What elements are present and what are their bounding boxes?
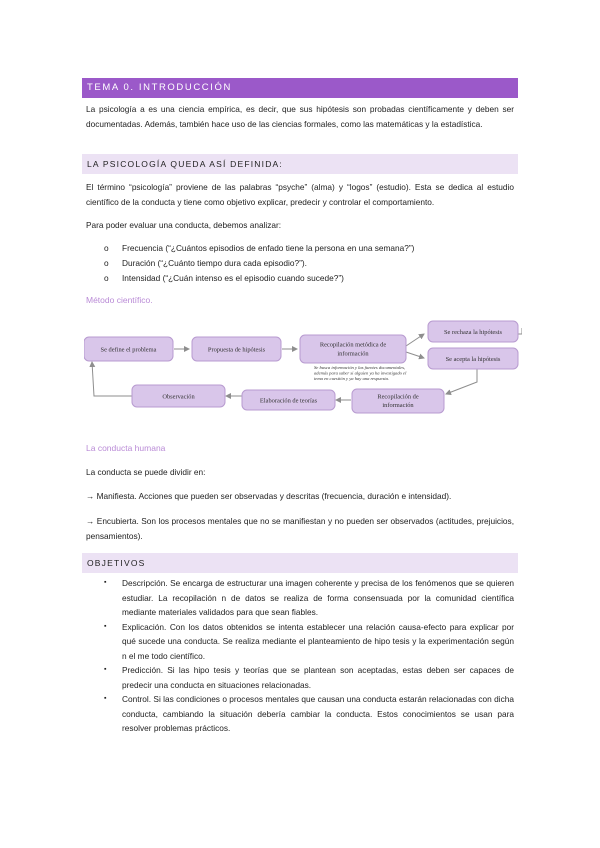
node-accept-hypothesis <box>428 348 518 369</box>
svg-text:información: información <box>337 350 369 358</box>
conducta-intro: La conducta se puede dividir en: <box>86 467 206 477</box>
svg-text:Recopilación de: Recopilación de <box>377 393 419 401</box>
diagram-note-line: además para saber si alguien ya ha investigado el <box>314 370 407 376</box>
conducta-heading: La conducta humana <box>86 443 166 453</box>
flow-arrow <box>518 328 522 334</box>
node-hypothesis <box>192 337 281 361</box>
svg-text:Recopilación metódica de: Recopilación metódica de <box>319 341 387 349</box>
bullet-marker: o <box>104 243 109 253</box>
svg-text:Propuesta de hipótesis: Propuesta de hipótesis <box>207 346 266 354</box>
svg-text:Elaboración de teorías: Elaboración de teorías <box>259 397 318 405</box>
svg-text:Observación: Observación <box>162 393 195 401</box>
list-item: ▪ Control. Si las condiciones o procesos mentales que causan una conducta estarán relacionadas con dicha conducta, cambiando la situación debería cambiar la conducta. Estos conocimientos se usan para resolver problemas prácticos. <box>104 694 514 733</box>
node-information-collection <box>352 389 444 413</box>
arrow-marker: → <box>86 491 95 501</box>
list-item: ▪ Explicación. Con los datos obtenidos se intenta establecer una relación causa-efecto para explicar por qué sucede una conducta. Se realiza mediante el planteamiento de hipo tesis y la experimentación según n el me todo científico. <box>104 621 514 661</box>
flow-arrow <box>406 352 424 358</box>
svg-text:Se rechaza la hipótesis: Se rechaza la hipótesis <box>443 329 503 336</box>
diagram-note-line: Se busca información y las fuentes documentales, <box>314 365 406 370</box>
node-methodical-collection <box>300 335 406 363</box>
flow-arrow <box>92 362 132 396</box>
topic-banner: TEMA 0. INTRODUCCIÓN <box>82 78 518 98</box>
diagram-note-line: tema en cuestión y ya hay una respuesta. <box>314 376 390 381</box>
list-item: o Duración (“¿Cuánto tiempo dura cada episodio?”). <box>104 256 514 271</box>
list-item: o Intensidad (“¿Cuán intenso es el episodio cuando sucede?”) <box>104 271 514 286</box>
scientific-method-diagram <box>84 318 522 418</box>
svg-text:Se define el problema: Se define el problema <box>100 346 157 354</box>
encubierta-paragraph: → Encubierta. Son los procesos mentales que no se manifiestan y no pueden ser observados (actitudes, prejuicios, pensamientos). <box>86 516 514 541</box>
intro-paragraph: La psicología a es una ciencia empírica, es decir, que sus hipótesis son probadas científicamente y deben ser documentadas. Además, también hace uso de las ciencias formales, como las matemáticas y la estadística. <box>86 104 514 129</box>
list-item: ▪ Predicción. Si las hipo tesis y teorías que se plantean son aceptadas, estas deben ser capaces de predecir una conducta en situaciones relacionadas. <box>104 665 514 690</box>
bullet-marker: o <box>104 258 109 268</box>
svg-text:Se acepta la hipótesis: Se acepta la hipótesis <box>445 356 501 363</box>
list-item: ▪ Descripción. Se encarga de estructurar una imagen coherente y precisa de los fenómenos que se quieren estudiar. La recopilación n de datos se realiza de forma consensuada por la comunidad científica mediante materiales validados para que sean fiables. <box>104 578 514 617</box>
section-definition-header: LA PSICOLOGÍA QUEDA ASÍ DEFINIDA: <box>82 154 518 174</box>
section-objectives-header: OBJETIVOS <box>82 553 518 573</box>
node-define-problem <box>84 337 173 361</box>
definition-paragraph: El término “psicología” proviene de las palabras “psyche” (alma) y “logos” (estudio). Esta se dedica al estudio científico de la conducta y tiene como objetivo explicar, predecir y controlar el comportamiento. <box>86 182 514 207</box>
node-theory-building <box>242 390 335 410</box>
node-observation <box>132 385 225 407</box>
node-reject-hypothesis <box>428 321 518 342</box>
flow-arrow <box>406 334 424 346</box>
analyze-intro: Para poder evaluar una conducta, debemos analizar: <box>86 220 282 230</box>
svg-text:información: información <box>382 402 414 409</box>
bullet-marker: ▪ <box>104 666 107 673</box>
manifiesta-paragraph: → Manifiesta. Acciones que pueden ser observadas y descritas (frecuencia, duración e intensidad). <box>86 491 452 501</box>
analyze-list <box>104 241 514 286</box>
flow-arrow <box>446 368 477 394</box>
bullet-marker: ▪ <box>104 579 107 586</box>
bullet-marker: ▪ <box>104 622 107 630</box>
method-heading: Método científico. <box>86 295 153 305</box>
objectives-list <box>104 576 514 736</box>
list-item: o Frecuencia (“¿Cuántos episodios de enfado tiene la persona en una semana?”) <box>104 241 514 256</box>
bullet-marker: ▪ <box>104 695 107 702</box>
bullet-marker: o <box>104 273 109 283</box>
arrow-marker: → <box>86 516 95 526</box>
